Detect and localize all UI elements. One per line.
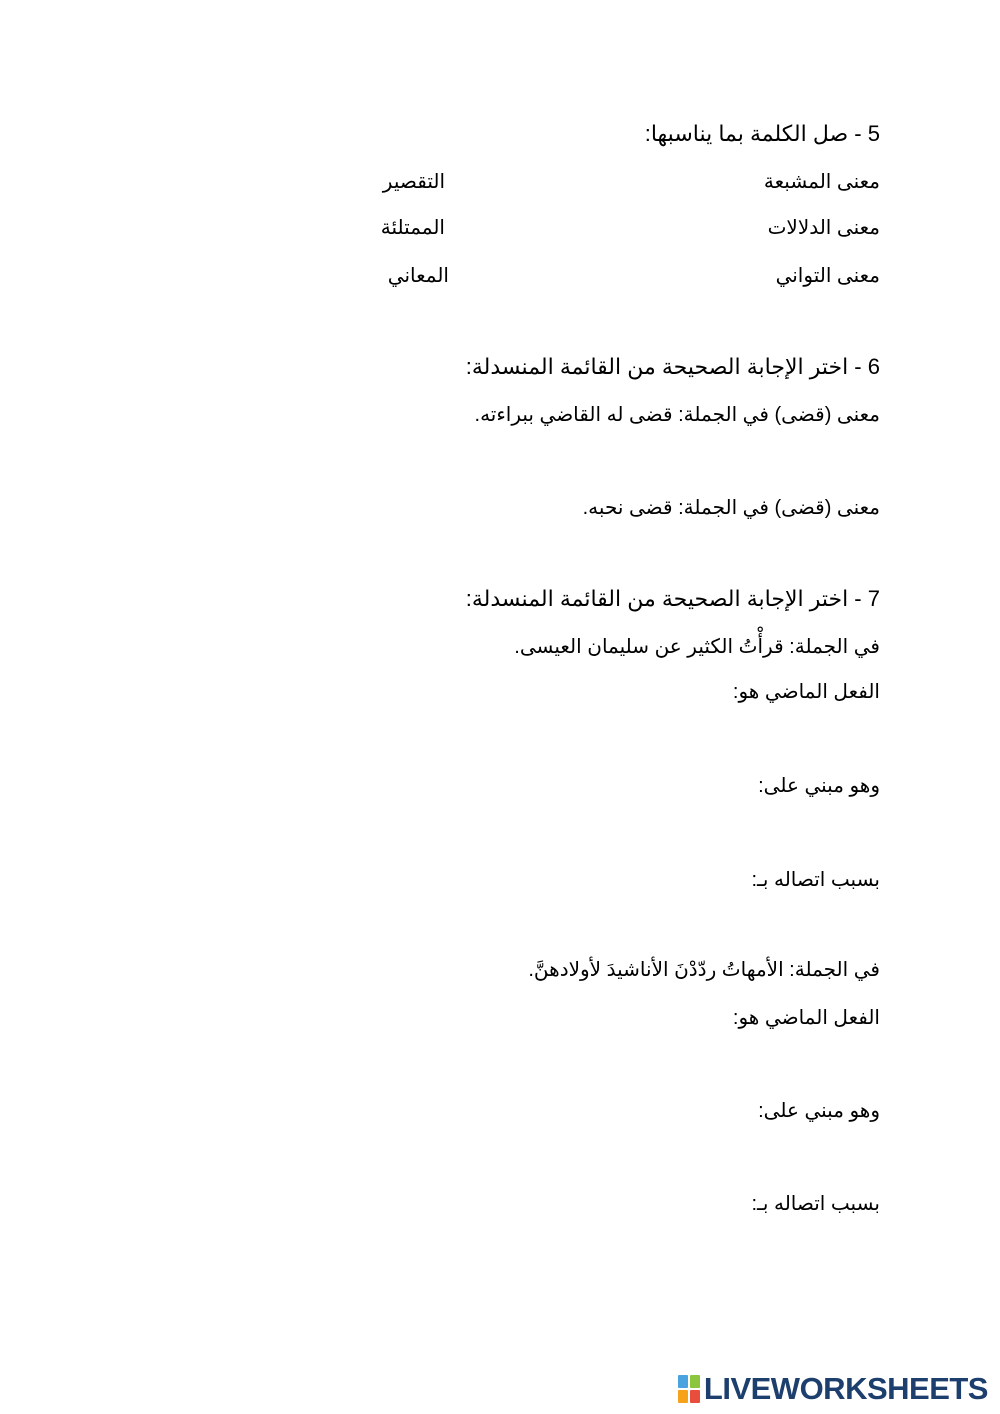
q7-built-label-2: وهو مبني على: — [758, 1100, 880, 1122]
q7-sentence-2: في الجملة: الأمهاتُ ردّدْنَ الأناشيدَ لأولادهنَّ. — [528, 959, 880, 981]
q6-sentence-2: معنى (قضى) في الجملة: قضى نحبه. — [582, 497, 880, 519]
q7-heading: 7 - اختر الإجابة الصحيحة من القائمة المنسدلة: — [465, 586, 880, 611]
q5-option-3[interactable]: المعاني — [387, 265, 449, 287]
q5-option-1[interactable]: التقصير — [382, 171, 445, 193]
q5-word-1[interactable]: معنى المشبعة — [763, 171, 880, 193]
liveworksheets-logo-icon — [678, 1375, 700, 1403]
q7-reason-label-1: بسبب اتصاله بـ: — [751, 869, 880, 891]
q5-word-2[interactable]: معنى الدلالات — [767, 217, 880, 239]
q7-sentence-1: في الجملة: قرأْتُ الكثير عن سليمان العيسى. — [514, 636, 880, 658]
q6-sentence-1: معنى (قضى) في الجملة: قضى له القاضي ببراءته. — [474, 404, 880, 426]
liveworksheets-wordmark: LIVEWORKSHEETS — [703, 1371, 988, 1406]
q6-heading: 6 - اختر الإجابة الصحيحة من القائمة المنسدلة: — [465, 354, 880, 379]
q7-built-label-1: وهو مبني على: — [758, 775, 880, 797]
q7-verb-label-2: الفعل الماضي هو: — [732, 1007, 880, 1029]
q5-word-3[interactable]: معنى التواني — [775, 265, 880, 287]
q7-verb-label-1: الفعل الماضي هو: — [732, 681, 880, 703]
q5-option-2[interactable]: الممتلئة — [380, 217, 445, 239]
liveworksheets-logo — [678, 1371, 988, 1406]
q5-heading: 5 - صل الكلمة بما يناسبها: — [644, 121, 880, 146]
q7-reason-label-2: بسبب اتصاله بـ: — [751, 1193, 880, 1215]
